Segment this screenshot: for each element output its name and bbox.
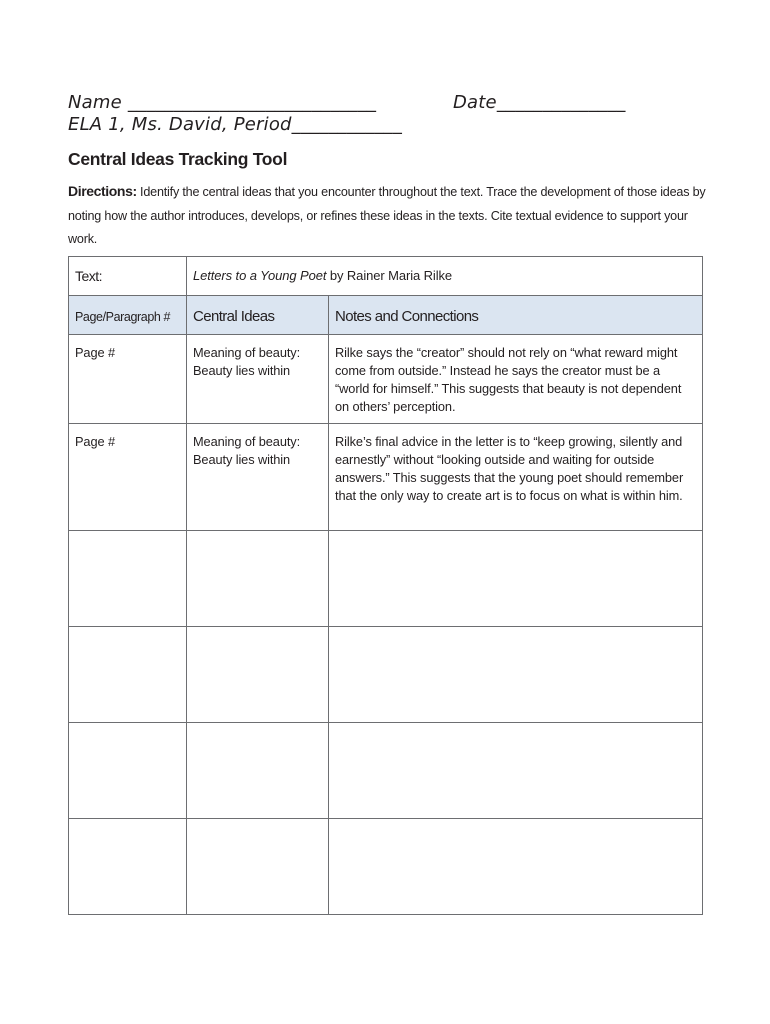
table-row-empty bbox=[69, 531, 703, 627]
page-cell[interactable] bbox=[69, 335, 187, 424]
notes-cell[interactable] bbox=[329, 531, 703, 627]
page-title: Central Ideas Tracking Tool bbox=[68, 149, 288, 169]
page-cell[interactable] bbox=[69, 627, 187, 723]
directions bbox=[68, 180, 708, 252]
table-row bbox=[69, 424, 703, 531]
page-value: Page # bbox=[75, 434, 115, 449]
date-line: Date______________ bbox=[453, 92, 626, 113]
page-value: Page # bbox=[75, 345, 115, 360]
central-ideas-table bbox=[68, 256, 703, 915]
central-idea-cell[interactable] bbox=[187, 723, 329, 819]
text-label: Text: bbox=[75, 268, 103, 284]
notes-cell[interactable] bbox=[329, 627, 703, 723]
notes-cell[interactable] bbox=[329, 424, 703, 531]
central-ideas-header: Central Ideas bbox=[193, 308, 275, 325]
page-cell[interactable] bbox=[69, 723, 187, 819]
central-idea-cell[interactable] bbox=[187, 424, 329, 531]
page-cell[interactable] bbox=[69, 424, 187, 531]
class-period-line: ELA 1, Ms. David, Period____________ bbox=[68, 114, 403, 135]
notes-value: Rilke’s final advice in the letter is to “keep growing, silently and earnestly” without “looking outside and waiting for outside answers.” This suggests that the young poet should remember that the only way to create art is to focus on what is within him. bbox=[335, 434, 684, 503]
table-row-empty bbox=[69, 627, 703, 723]
directions-label: Directions: bbox=[68, 183, 137, 199]
text-value bbox=[187, 257, 702, 283]
central-idea-cell[interactable] bbox=[187, 627, 329, 723]
text-title: Letters to a Young Poet bbox=[193, 268, 327, 283]
page-paragraph-header: Page/Paragraph # bbox=[75, 310, 171, 324]
table-row bbox=[69, 335, 703, 424]
central-idea-value: Meaning of beauty: Beauty lies within bbox=[193, 434, 301, 467]
central-idea-cell[interactable] bbox=[187, 819, 329, 915]
text-row bbox=[69, 257, 703, 296]
table-row-empty bbox=[69, 819, 703, 915]
central-idea-cell[interactable] bbox=[187, 531, 329, 627]
header-row bbox=[69, 296, 703, 335]
notes-connections-header: Notes and Connections bbox=[335, 308, 479, 325]
text-author: by Rainer Maria Rilke bbox=[326, 268, 453, 283]
directions-text: Identify the central ideas that you encounter throughout the text. Trace the development of those ideas by noting how the author introduces, develops, or refines these ideas in the texts. Cite textual evidence to support your work. bbox=[68, 185, 706, 246]
table-row-empty bbox=[69, 723, 703, 819]
page-cell[interactable] bbox=[69, 819, 187, 915]
central-idea-cell[interactable] bbox=[187, 335, 329, 424]
notes-cell[interactable] bbox=[329, 819, 703, 915]
notes-cell[interactable] bbox=[329, 723, 703, 819]
notes-value: Rilke says the “creator” should not rely on “what reward might come from outside.” Instead he says the creator must be a “world for himself.” This suggests that beauty is not dependent on others’ perception. bbox=[335, 345, 682, 414]
central-idea-value: Meaning of beauty: Beauty lies within bbox=[193, 345, 301, 378]
name-line: Name ___________________________ bbox=[68, 92, 377, 113]
page-cell[interactable] bbox=[69, 531, 187, 627]
notes-cell[interactable] bbox=[329, 335, 703, 424]
